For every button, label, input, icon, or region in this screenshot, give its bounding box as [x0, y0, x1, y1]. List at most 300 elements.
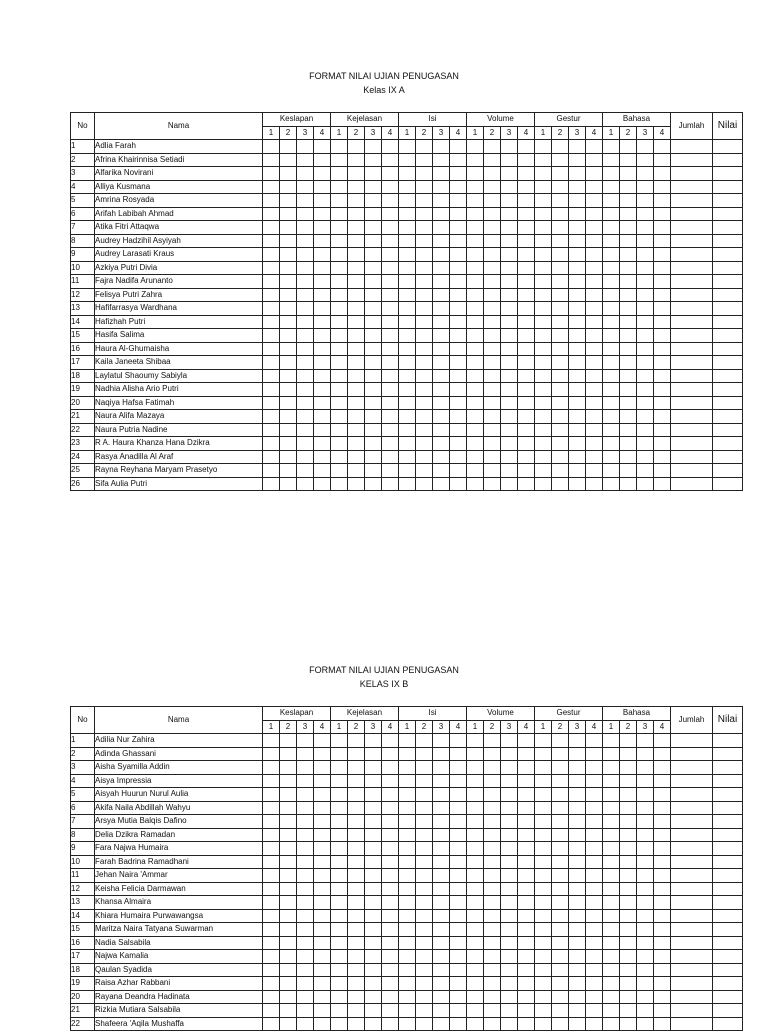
- score-cell: [280, 855, 297, 869]
- col-header-no: No: [71, 113, 95, 140]
- score-cell: [671, 342, 713, 356]
- score-cell: [314, 356, 331, 370]
- score-cell: [416, 329, 433, 343]
- score-cell: [314, 801, 331, 815]
- sub-number: 2: [620, 720, 637, 734]
- score-cell: [280, 288, 297, 302]
- score-cell: [280, 936, 297, 950]
- score-cell: [331, 221, 348, 235]
- score-cell: [637, 423, 654, 437]
- score-cell: [586, 261, 603, 275]
- score-cell: [263, 734, 280, 748]
- score-cell: [518, 207, 535, 221]
- score-cell: [433, 923, 450, 937]
- score-cell: [399, 801, 416, 815]
- score-cell: [637, 815, 654, 829]
- score-cell: [348, 329, 365, 343]
- score-cell: [654, 329, 671, 343]
- score-cell: [637, 855, 654, 869]
- col-header-group: Bahasa: [603, 707, 671, 721]
- table-row: [71, 369, 743, 383]
- score-cell: [399, 963, 416, 977]
- score-cell: [586, 950, 603, 964]
- score-cell: [297, 747, 314, 761]
- score-cell: [365, 464, 382, 478]
- score-cell: [280, 990, 297, 1004]
- score-cell: [484, 288, 501, 302]
- score-cell: [399, 248, 416, 262]
- score-cell: [501, 288, 518, 302]
- score-cell: [331, 410, 348, 424]
- score-cell: [501, 140, 518, 154]
- score-cell: [603, 261, 620, 275]
- score-cell: [501, 329, 518, 343]
- score-cell: [535, 774, 552, 788]
- row-number: 14: [71, 909, 95, 923]
- score-cell: [620, 923, 637, 937]
- score-cell: [671, 855, 713, 869]
- score-cell: [637, 734, 654, 748]
- score-cell: [637, 261, 654, 275]
- score-cell: [382, 383, 399, 397]
- score-cell: [552, 261, 569, 275]
- score-cell: [671, 1004, 713, 1018]
- score-cell: [552, 788, 569, 802]
- score-cell: [433, 437, 450, 451]
- score-cell: [382, 302, 399, 316]
- score-cell: [535, 801, 552, 815]
- score-cell: [416, 936, 433, 950]
- score-cell: [671, 936, 713, 950]
- score-cell: [620, 410, 637, 424]
- score-cell: [263, 1004, 280, 1018]
- score-cell: [654, 828, 671, 842]
- score-cell: [382, 167, 399, 181]
- student-name: Laylatul Shaoumy Sabiyla: [95, 369, 263, 383]
- score-cell: [399, 140, 416, 154]
- score-cell: [569, 936, 586, 950]
- student-name: Azkiya Putri Divia: [95, 261, 263, 275]
- score-cell: [263, 761, 280, 775]
- score-cell: [382, 936, 399, 950]
- score-cell: [467, 221, 484, 235]
- score-cell: [263, 383, 280, 397]
- score-cell: [535, 950, 552, 964]
- score-cell: [467, 788, 484, 802]
- score-cell: [603, 329, 620, 343]
- score-cell: [314, 194, 331, 208]
- score-cell: [501, 828, 518, 842]
- score-cell: [280, 963, 297, 977]
- score-cell: [365, 855, 382, 869]
- score-cell: [450, 842, 467, 856]
- score-cell: [620, 396, 637, 410]
- score-cell: [331, 828, 348, 842]
- score-cell: [637, 828, 654, 842]
- score-cell: [348, 869, 365, 883]
- score-cell: [433, 869, 450, 883]
- score-cell: [399, 180, 416, 194]
- score-cell: [365, 869, 382, 883]
- row-number: 9: [71, 248, 95, 262]
- score-cell: [654, 950, 671, 964]
- score-cell: [280, 302, 297, 316]
- score-cell: [297, 261, 314, 275]
- score-cell: [671, 464, 713, 478]
- score-cell: [314, 1004, 331, 1018]
- score-cell: [569, 248, 586, 262]
- score-cell: [314, 383, 331, 397]
- score-cell: [280, 882, 297, 896]
- score-cell: [535, 936, 552, 950]
- score-cell: [671, 288, 713, 302]
- row-number: 5: [71, 194, 95, 208]
- score-cell: [382, 909, 399, 923]
- score-cell: [518, 261, 535, 275]
- score-cell: [314, 734, 331, 748]
- row-number: 2: [71, 153, 95, 167]
- score-cell: [399, 990, 416, 1004]
- score-cell: [501, 1004, 518, 1018]
- score-cell: [467, 774, 484, 788]
- row-number: 22: [71, 1017, 95, 1031]
- score-cell: [331, 302, 348, 316]
- score-cell: [280, 815, 297, 829]
- score-cell: [654, 383, 671, 397]
- row-number: 18: [71, 963, 95, 977]
- score-cell: [552, 855, 569, 869]
- score-cell: [263, 909, 280, 923]
- score-cell: [365, 950, 382, 964]
- score-cell: [314, 140, 331, 154]
- score-cell: [535, 356, 552, 370]
- score-cell: [518, 140, 535, 154]
- score-cell: [518, 801, 535, 815]
- score-cell: [450, 909, 467, 923]
- score-cell: [433, 221, 450, 235]
- score-cell: [603, 140, 620, 154]
- table-row: [71, 450, 743, 464]
- score-cell: [450, 342, 467, 356]
- score-cell: [535, 761, 552, 775]
- score-cell: [450, 977, 467, 991]
- score-cell: [569, 950, 586, 964]
- score-cell: [433, 936, 450, 950]
- score-cell: [713, 329, 743, 343]
- score-cell: [331, 450, 348, 464]
- sub-number: 1: [535, 126, 552, 140]
- score-cell: [637, 288, 654, 302]
- score-cell: [603, 423, 620, 437]
- score-cell: [569, 747, 586, 761]
- col-header-group: Volume: [467, 113, 535, 127]
- score-cell: [297, 369, 314, 383]
- score-cell: [569, 369, 586, 383]
- score-cell: [586, 356, 603, 370]
- score-cell: [331, 315, 348, 329]
- score-cell: [501, 896, 518, 910]
- score-cell: [280, 761, 297, 775]
- score-cell: [518, 828, 535, 842]
- score-cell: [484, 423, 501, 437]
- student-name: Khiara Humaira Purwawangsa: [95, 909, 263, 923]
- score-cell: [501, 248, 518, 262]
- score-cell: [484, 302, 501, 316]
- score-cell: [535, 896, 552, 910]
- score-cell: [280, 234, 297, 248]
- score-cell: [484, 342, 501, 356]
- score-cell: [348, 288, 365, 302]
- score-cell: [713, 234, 743, 248]
- score-cell: [535, 734, 552, 748]
- student-name: Audrey Hadzihil Asyiyah: [95, 234, 263, 248]
- score-cell: [263, 194, 280, 208]
- score-cell: [399, 342, 416, 356]
- student-name: Jehan Naira 'Ammar: [95, 869, 263, 883]
- score-cell: [416, 288, 433, 302]
- score-cell: [382, 234, 399, 248]
- score-cell: [433, 950, 450, 964]
- score-cell: [348, 423, 365, 437]
- score-cell: [501, 153, 518, 167]
- score-cell: [280, 801, 297, 815]
- score-cell: [331, 167, 348, 181]
- score-cell: [654, 788, 671, 802]
- score-cell: [713, 423, 743, 437]
- score-cell: [569, 383, 586, 397]
- score-cell: [433, 963, 450, 977]
- score-cell: [518, 855, 535, 869]
- sub-number: 4: [518, 126, 535, 140]
- score-cell: [280, 950, 297, 964]
- score-cell: [552, 140, 569, 154]
- score-cell: [416, 761, 433, 775]
- score-cell: [263, 261, 280, 275]
- score-cell: [484, 437, 501, 451]
- score-cell: [365, 747, 382, 761]
- score-cell: [552, 977, 569, 991]
- score-cell: [382, 990, 399, 1004]
- student-name: Arsya Mutia Balqis Dafino: [95, 815, 263, 829]
- score-cell: [654, 275, 671, 289]
- score-cell: [416, 1004, 433, 1018]
- score-cell: [518, 329, 535, 343]
- score-cell: [586, 815, 603, 829]
- score-cell: [620, 747, 637, 761]
- score-cell: [569, 342, 586, 356]
- score-cell: [713, 315, 743, 329]
- table-row: [71, 1004, 743, 1018]
- score-cell: [552, 734, 569, 748]
- score-cell: [637, 221, 654, 235]
- score-cell: [450, 1004, 467, 1018]
- student-name: Hafifarrasya Wardhana: [95, 302, 263, 316]
- table-row: [71, 302, 743, 316]
- score-cell: [552, 882, 569, 896]
- score-cell: [263, 329, 280, 343]
- score-cell: [713, 180, 743, 194]
- score-cell: [467, 950, 484, 964]
- score-cell: [518, 882, 535, 896]
- score-cell: [365, 194, 382, 208]
- score-cell: [501, 221, 518, 235]
- score-cell: [654, 936, 671, 950]
- score-cell: [314, 450, 331, 464]
- student-name: Aisyah Huurun Nurul Aulia: [95, 788, 263, 802]
- score-cell: [671, 234, 713, 248]
- score-cell: [569, 842, 586, 856]
- score-cell: [365, 248, 382, 262]
- score-cell: [450, 801, 467, 815]
- score-cell: [484, 275, 501, 289]
- score-cell: [603, 342, 620, 356]
- score-cell: [399, 734, 416, 748]
- score-cell: [637, 977, 654, 991]
- score-cell: [671, 221, 713, 235]
- score-cell: [671, 275, 713, 289]
- score-cell: [535, 396, 552, 410]
- score-cell: [518, 342, 535, 356]
- score-cell: [416, 234, 433, 248]
- score-cell: [348, 464, 365, 478]
- score-cell: [382, 140, 399, 154]
- student-name: Qaulan Syadida: [95, 963, 263, 977]
- score-cell: [501, 869, 518, 883]
- score-cell: [263, 140, 280, 154]
- score-cell: [569, 909, 586, 923]
- score-cell: [620, 261, 637, 275]
- score-cell: [654, 774, 671, 788]
- score-cell: [297, 410, 314, 424]
- row-number: 12: [71, 882, 95, 896]
- score-cell: [671, 896, 713, 910]
- score-cell: [603, 396, 620, 410]
- score-cell: [348, 248, 365, 262]
- student-name: R A. Haura Khanza Hana Dzikra: [95, 437, 263, 451]
- score-cell: [263, 815, 280, 829]
- score-cell: [654, 896, 671, 910]
- score-cell: [671, 180, 713, 194]
- score-cell: [467, 180, 484, 194]
- score-cell: [552, 869, 569, 883]
- score-cell: [467, 761, 484, 775]
- score-cell: [518, 869, 535, 883]
- score-cell: [280, 248, 297, 262]
- score-cell: [535, 180, 552, 194]
- score-cell: [654, 869, 671, 883]
- score-cell: [713, 410, 743, 424]
- score-cell: [713, 288, 743, 302]
- student-name: Rayna Reyhana Maryam Prasetyo: [95, 464, 263, 478]
- score-cell: [603, 1004, 620, 1018]
- score-cell: [263, 990, 280, 1004]
- score-cell: [518, 423, 535, 437]
- score-cell: [535, 909, 552, 923]
- score-cell: [603, 842, 620, 856]
- score-cell: [416, 180, 433, 194]
- score-cell: [348, 774, 365, 788]
- row-number: 11: [71, 275, 95, 289]
- row-number: 3: [71, 761, 95, 775]
- score-cell: [382, 450, 399, 464]
- table-row: [71, 248, 743, 262]
- score-cell: [586, 477, 603, 491]
- score-cell: [654, 815, 671, 829]
- score-cell: [569, 221, 586, 235]
- score-cell: [348, 815, 365, 829]
- score-cell: [671, 450, 713, 464]
- score-cell: [671, 801, 713, 815]
- score-cell: [569, 828, 586, 842]
- score-cell: [314, 774, 331, 788]
- score-cell: [450, 882, 467, 896]
- score-cell: [654, 288, 671, 302]
- score-cell: [450, 167, 467, 181]
- score-cell: [467, 990, 484, 1004]
- score-cell: [365, 477, 382, 491]
- score-cell: [365, 437, 382, 451]
- score-cell: [603, 963, 620, 977]
- score-cell: [654, 396, 671, 410]
- score-cell: [484, 450, 501, 464]
- score-cell: [348, 410, 365, 424]
- score-cell: [433, 855, 450, 869]
- score-cell: [586, 464, 603, 478]
- score-cell: [399, 774, 416, 788]
- table-row: [71, 909, 743, 923]
- score-cell: [467, 410, 484, 424]
- table-row: [71, 221, 743, 235]
- score-cell: [280, 153, 297, 167]
- score-cell: [280, 464, 297, 478]
- score-cell: [331, 896, 348, 910]
- score-cell: [713, 747, 743, 761]
- score-cell: [535, 990, 552, 1004]
- score-cell: [263, 842, 280, 856]
- score-cell: [518, 167, 535, 181]
- score-cell: [348, 302, 365, 316]
- col-header-nama: Nama: [95, 707, 263, 734]
- student-name: Adlia Farah: [95, 140, 263, 154]
- score-cell: [603, 450, 620, 464]
- score-cell: [713, 855, 743, 869]
- score-cell: [535, 153, 552, 167]
- score-cell: [620, 221, 637, 235]
- score-cell: [713, 815, 743, 829]
- score-cell: [365, 923, 382, 937]
- score-cell: [297, 180, 314, 194]
- student-name: Akifa Naila Abdillah Wahyu: [95, 801, 263, 815]
- score-cell: [331, 329, 348, 343]
- score-cell: [297, 329, 314, 343]
- score-cell: [399, 221, 416, 235]
- score-cell: [620, 207, 637, 221]
- score-cell: [314, 747, 331, 761]
- table-row: [71, 315, 743, 329]
- score-cell: [552, 950, 569, 964]
- score-cell: [331, 140, 348, 154]
- score-cell: [569, 288, 586, 302]
- score-cell: [569, 207, 586, 221]
- score-cell: [382, 761, 399, 775]
- score-cell: [263, 423, 280, 437]
- score-cell: [713, 950, 743, 964]
- score-cell: [263, 869, 280, 883]
- score-cell: [586, 923, 603, 937]
- score-cell: [552, 207, 569, 221]
- score-cell: [297, 383, 314, 397]
- score-cell: [535, 437, 552, 451]
